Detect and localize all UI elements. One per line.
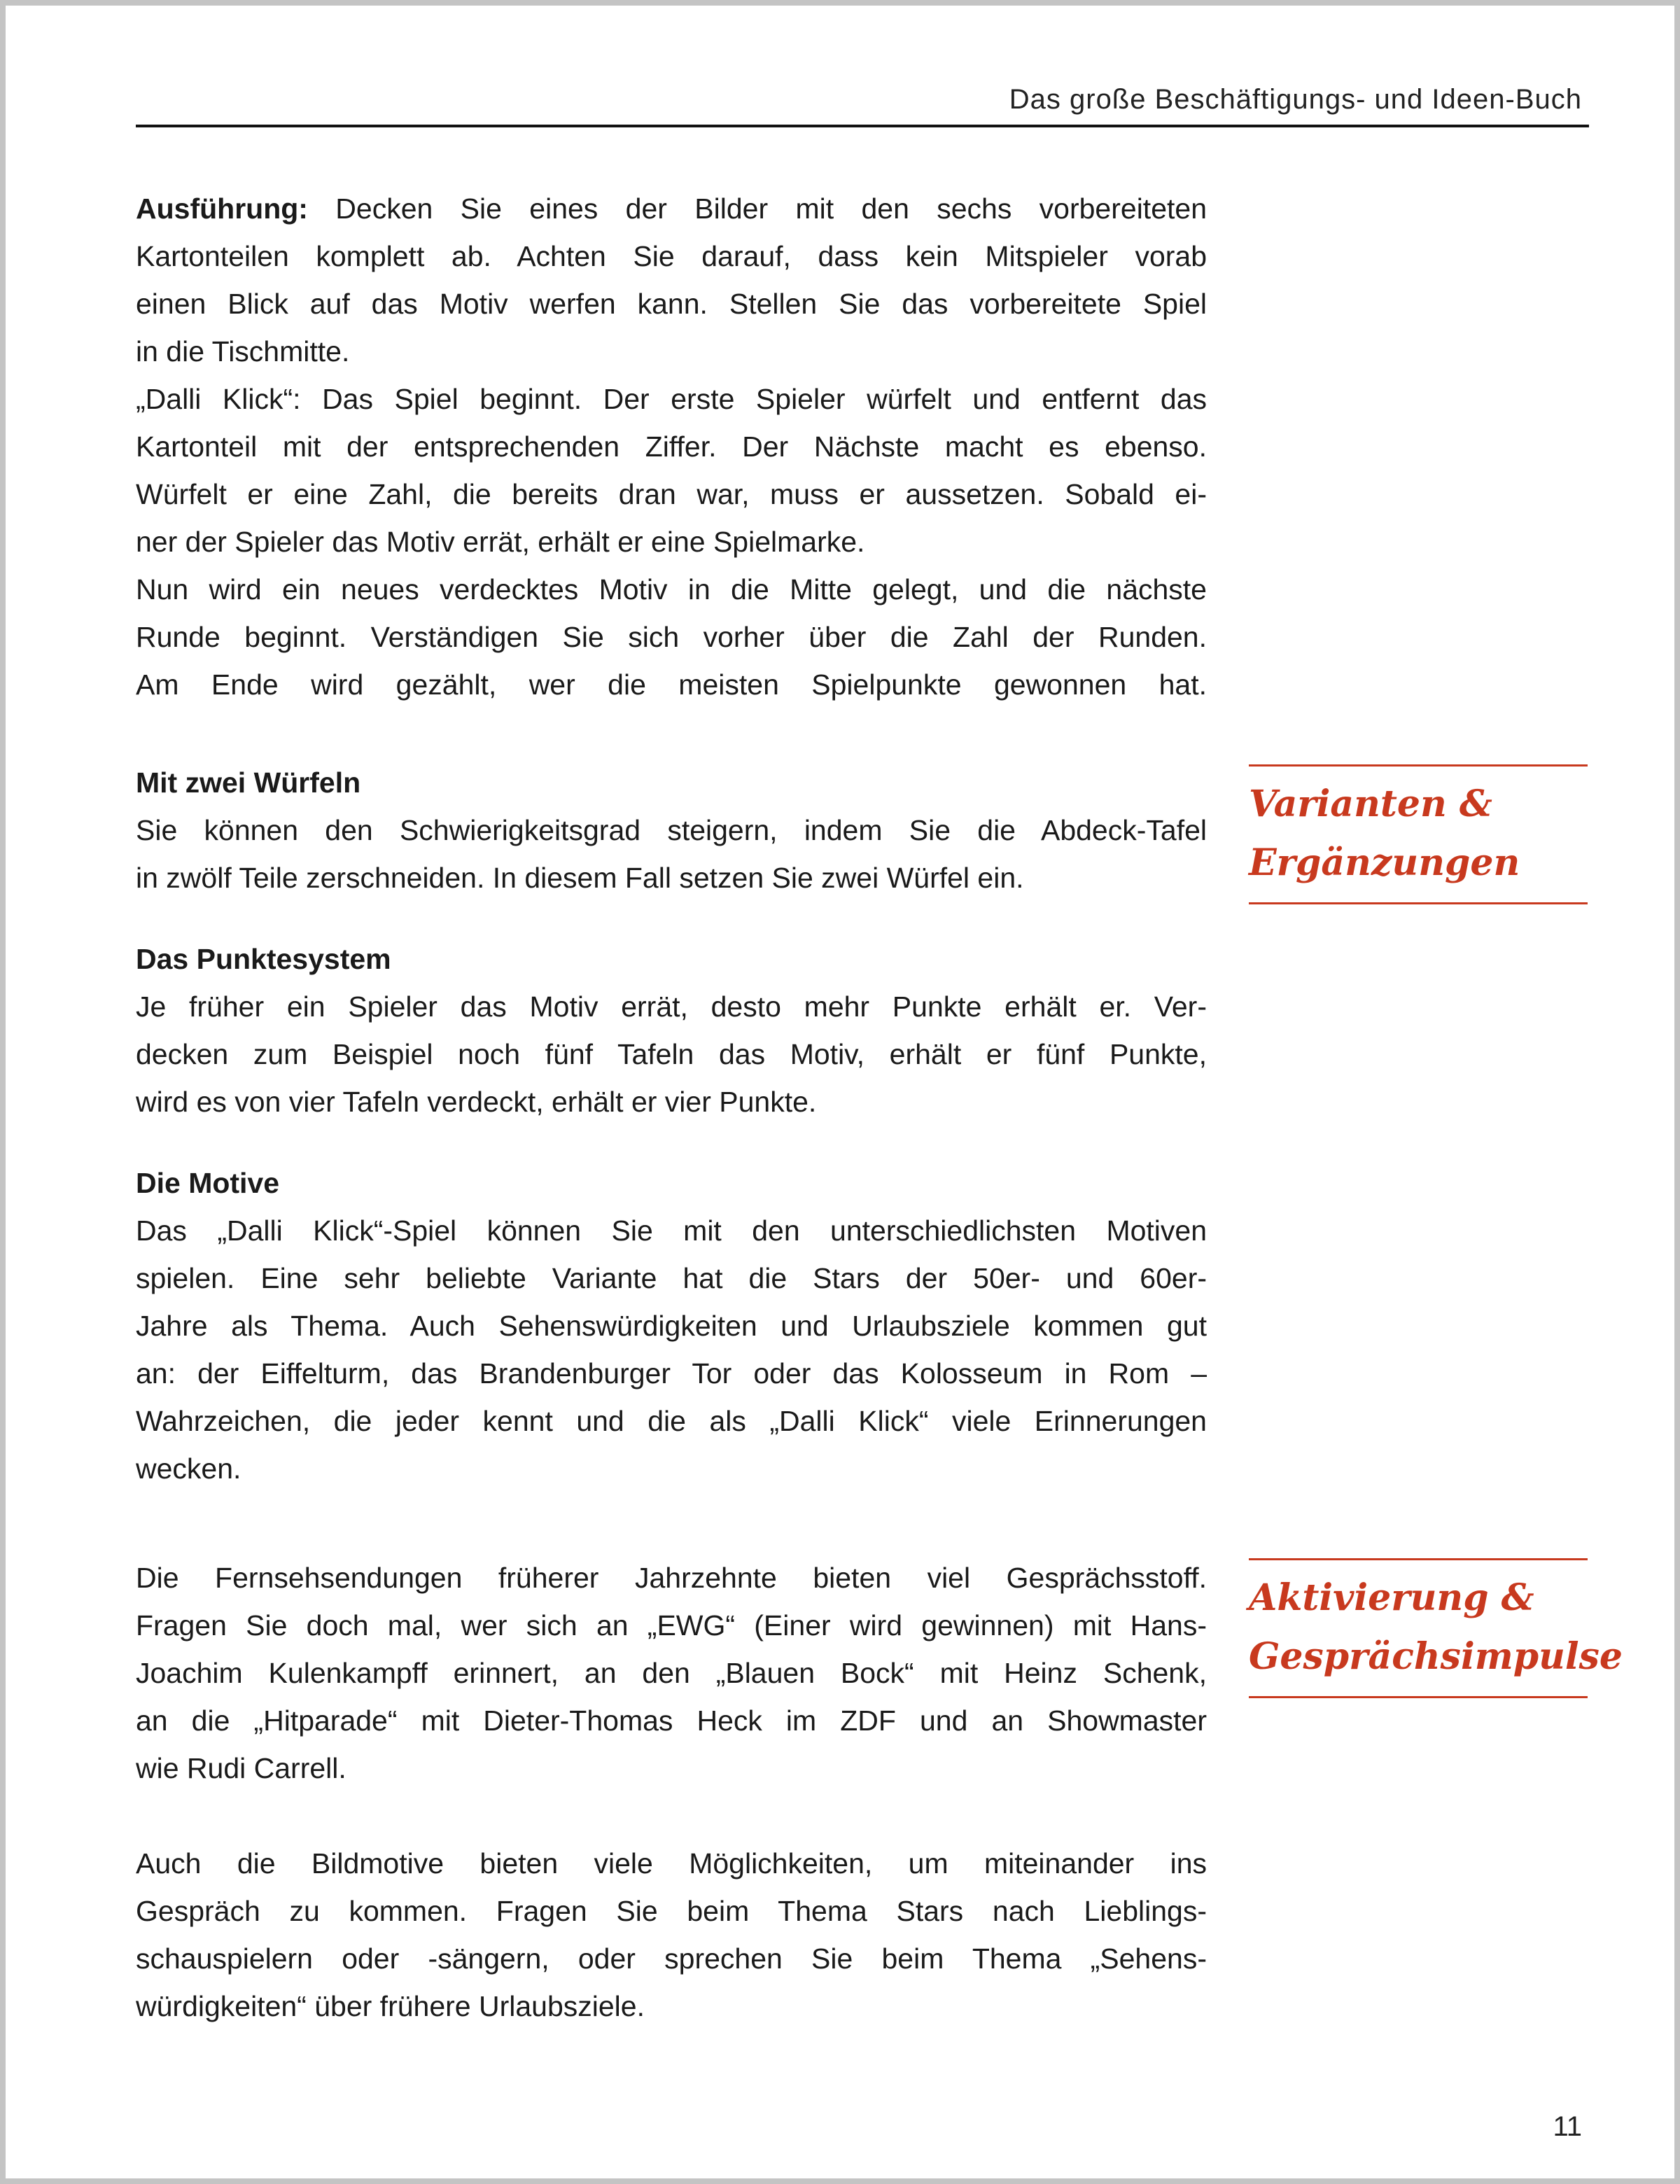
line-text: einen Blick auf das Motiv werfen kann. Stellen Sie das vorbereitete Spiel bbox=[136, 288, 1207, 320]
side-heading bbox=[1249, 764, 1588, 904]
line-text: Kartonteil mit der entsprechenden Ziffer. Der Nächste macht es ebenso. bbox=[136, 430, 1207, 463]
text-line bbox=[136, 232, 1207, 280]
text-line bbox=[136, 1030, 1207, 1078]
text-block bbox=[136, 1840, 1207, 2030]
line-text: Gespräch zu kommen. Fragen Sie beim Thema Stars nach Lieblings- bbox=[136, 1895, 1207, 1927]
text-line bbox=[136, 1078, 1207, 1126]
line-text: Runde beginnt. Verständigen Sie sich vorher über die Zahl der Runden. bbox=[136, 621, 1207, 653]
running-header: Das große Beschäftigungs- und Ideen-Buch bbox=[1009, 84, 1582, 115]
text-line bbox=[136, 1887, 1207, 1935]
text-line bbox=[136, 1697, 1207, 1744]
line-text: Wahrzeichen, die jeder kennt und die als „Dalli Klick“ viele Erinnerungen bbox=[136, 1405, 1207, 1437]
text-line bbox=[136, 566, 1207, 613]
text-line bbox=[136, 1207, 1207, 1254]
line-text: Die Fernsehsendungen früherer Jahrzehnte bieten viel Gesprächsstoff. bbox=[136, 1562, 1207, 1594]
text-block bbox=[136, 1159, 1207, 1492]
line-text: „Dalli Klick“: Das Spiel beginnt. Der erste Spieler würfelt und entfernt das bbox=[136, 383, 1207, 415]
text-block bbox=[136, 759, 1207, 902]
text-line bbox=[136, 1982, 1207, 2030]
page-number: 11 bbox=[1553, 2111, 1582, 2142]
side-heading bbox=[1249, 1558, 1623, 1698]
text-line bbox=[136, 1445, 1207, 1492]
bold-heading: Mit zwei Würfeln bbox=[136, 766, 361, 799]
side-heading-line: Varianten & bbox=[1249, 783, 1492, 825]
bold-heading: Die Motive bbox=[136, 1167, 280, 1199]
line-text: wie Rudi Carrell. bbox=[136, 1752, 346, 1784]
text-line bbox=[136, 1159, 1207, 1207]
text-line bbox=[136, 935, 1207, 983]
line-text: ner der Spieler das Motiv errät, erhält er eine Spielmarke. bbox=[136, 526, 865, 558]
side-heading-line: Aktivierung & bbox=[1249, 1576, 1534, 1619]
bold-heading: Das Punktesystem bbox=[136, 943, 391, 975]
text-line bbox=[136, 661, 1207, 708]
text-line bbox=[136, 1397, 1207, 1445]
line-text: wecken. bbox=[136, 1452, 241, 1485]
page bbox=[6, 6, 1674, 2178]
line-text: Kartonteilen komplett ab. Achten Sie darauf, dass kein Mitspieler vorab bbox=[136, 240, 1207, 272]
line-text: Jahre als Thema. Auch Sehenswürdigkeiten und Urlaubsziele kommen gut bbox=[136, 1310, 1207, 1342]
line-text: Je früher ein Spieler das Motiv errät, desto mehr Punkte erhält er. Ver- bbox=[136, 990, 1207, 1023]
text-line bbox=[136, 1840, 1207, 1887]
text-line bbox=[136, 1554, 1207, 1602]
text-line bbox=[136, 423, 1207, 470]
line-text: Fragen Sie doch mal, wer sich an „EWG“ (Einer wird gewinnen) mit Hans- bbox=[136, 1609, 1207, 1642]
line-text: Joachim Kulenkampff erinnert, an den „Blauen Bock“ mit Heinz Schenk, bbox=[136, 1657, 1207, 1689]
text-line bbox=[136, 854, 1207, 902]
text-line bbox=[136, 280, 1207, 328]
line-text: Auch die Bildmotive bieten viele Möglichkeiten, um miteinander ins bbox=[136, 1847, 1207, 1879]
text-line bbox=[136, 470, 1207, 518]
text-line bbox=[136, 1935, 1207, 1982]
text-block bbox=[136, 185, 1207, 708]
line-text: Sie können den Schwierigkeitsgrad steigern, indem Sie die Abdeck-Tafel bbox=[136, 814, 1207, 846]
text-line bbox=[136, 759, 1207, 806]
text-line bbox=[136, 1744, 1207, 1792]
text-line bbox=[136, 1602, 1207, 1649]
line-text: Das „Dalli Klick“-Spiel können Sie mit den unterschiedlichsten Motiven bbox=[136, 1214, 1207, 1247]
line-text: in die Tischmitte. bbox=[136, 335, 350, 368]
text-line bbox=[136, 1649, 1207, 1697]
text-line bbox=[136, 518, 1207, 566]
line-text: Würfelt er eine Zahl, die bereits dran war, muss er aussetzen. Sobald ei- bbox=[136, 478, 1207, 510]
text-line bbox=[136, 1302, 1207, 1350]
line-text: wird es von vier Tafeln verdeckt, erhält er vier Punkte. bbox=[136, 1086, 817, 1118]
line-text: decken zum Beispiel noch fünf Tafeln das Motiv, erhält er fünf Punkte, bbox=[136, 1038, 1207, 1070]
line-text: an die „Hitparade“ mit Dieter-Thomas Heck im ZDF und an Showmaster bbox=[136, 1704, 1207, 1737]
text-line bbox=[136, 613, 1207, 661]
text-block bbox=[136, 935, 1207, 1126]
line-text: würdigkeiten“ über frühere Urlaubsziele. bbox=[136, 1990, 645, 2022]
text-block bbox=[136, 1554, 1207, 1792]
text-line bbox=[136, 1350, 1207, 1397]
line-text: spielen. Eine sehr beliebte Variante hat die Stars der 50er- und 60er- bbox=[136, 1262, 1207, 1294]
side-heading-line: Ergänzungen bbox=[1249, 841, 1520, 884]
line-text: Nun wird ein neues verdecktes Motiv in die Mitte gelegt, und die nächste bbox=[136, 573, 1207, 606]
line-text: Decken Sie eines der Bilder mit den sechs vorbereiteten bbox=[307, 192, 1207, 225]
line-text: in zwölf Teile zerschneiden. In diesem Fall setzen Sie zwei Würfel ein. bbox=[136, 862, 1024, 894]
text-line bbox=[136, 983, 1207, 1030]
line-text: schauspielern oder -sängern, oder sprechen Sie beim Thema „Sehens- bbox=[136, 1942, 1207, 1975]
bold-heading: Ausführung: bbox=[136, 192, 308, 225]
text-line bbox=[136, 806, 1207, 854]
text-line bbox=[136, 375, 1207, 423]
line-text: an: der Eiffelturm, das Brandenburger Tor oder das Kolosseum in Rom – bbox=[136, 1357, 1207, 1390]
header-rule bbox=[136, 125, 1589, 127]
text-line bbox=[136, 328, 1207, 375]
text-line bbox=[136, 1254, 1207, 1302]
text-line bbox=[136, 185, 1207, 232]
side-heading-line: Gesprächsimpulse bbox=[1249, 1635, 1623, 1678]
line-text: Am Ende wird gezählt, wer die meisten Spielpunkte gewonnen hat. bbox=[136, 668, 1207, 701]
